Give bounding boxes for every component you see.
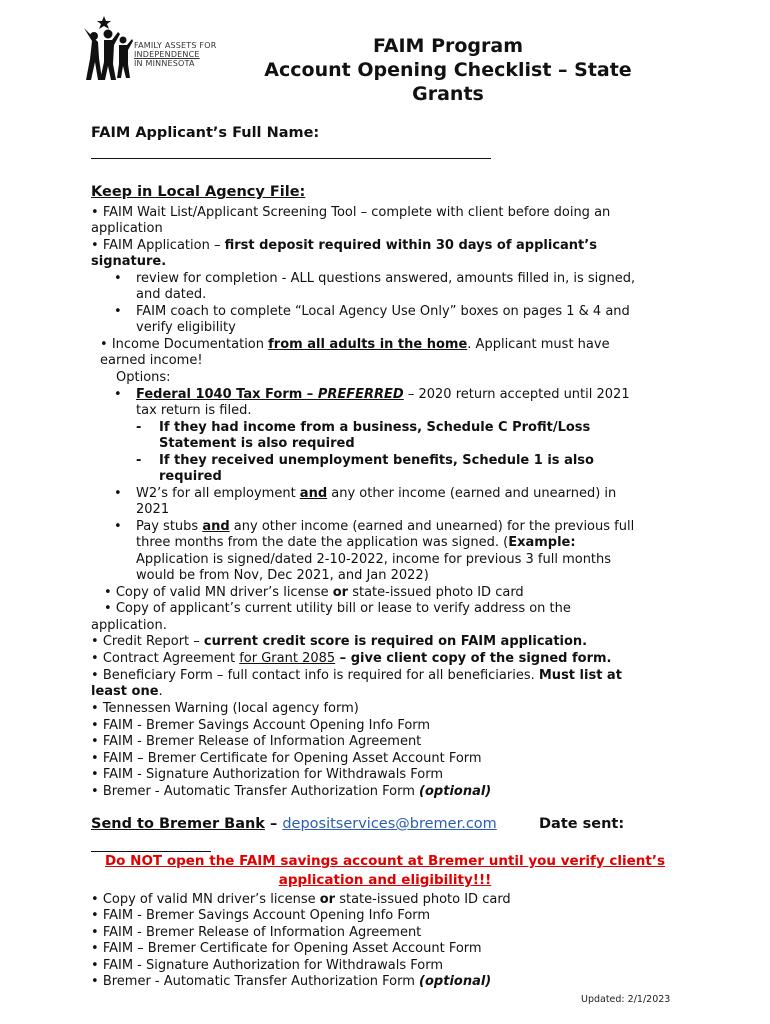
logo-line-1: FAMILY ASSETS FOR: [134, 41, 217, 50]
item-paystubs-cont-3: would be from Nov, Dec 2021, and Jan 2022): [136, 568, 429, 583]
item-utility: • Copy of applicant’s current utility bill or lease to verify address on the: [104, 601, 571, 616]
bullet-icon: •: [91, 958, 99, 973]
document-title: [220, 34, 676, 106]
bullet-icon: •: [91, 751, 99, 766]
bullet-icon: •: [91, 974, 99, 989]
bullet-icon: •: [91, 941, 99, 956]
item-coach: [114, 304, 122, 321]
send-label: Send to Bremer Bank: [91, 816, 265, 832]
bullet-icon: •: [114, 486, 122, 501]
bullet-icon: •: [114, 304, 122, 319]
send-item-id-copy: • Copy of valid MN driver’s license or state-issued photo ID card: [91, 892, 511, 907]
email-link[interactable]: depositservices@bremer.com: [282, 816, 497, 832]
item-wait-list-cont: application: [91, 221, 163, 236]
item-application-cont: signature.: [91, 254, 167, 269]
keep-section-heading: Keep in Local Agency File:: [91, 184, 306, 200]
item-certificate-form: • FAIM – Bremer Certificate for Opening Asset Account Form: [91, 751, 482, 766]
item-credit-report: • Credit Report – current credit score is required on FAIM application.: [91, 634, 588, 649]
warning-message: [88, 852, 682, 890]
title-line-2: Account Opening Checklist – State: [264, 59, 632, 81]
item-review-text: review for completion - ALL questions answered, amounts filled in, is signed,: [136, 271, 636, 286]
item-income: • Income Documentation from all adults in the home. Applicant must have: [100, 337, 610, 352]
logo-line-2: INDEPENDENCE: [134, 50, 200, 59]
bullet-icon: •: [91, 205, 99, 220]
send-item-certificate-form: • FAIM – Bremer Certificate for Opening Asset Account Form: [91, 941, 482, 956]
bullet-icon: •: [91, 892, 99, 907]
bullet-icon: •: [91, 734, 99, 749]
item-review: [114, 271, 122, 288]
item-schedule-1-cont: required: [159, 469, 222, 484]
send-item-transfer-form: • Bremer - Automatic Transfer Authorization Form (optional): [91, 974, 492, 989]
bullet-icon: •: [114, 271, 122, 286]
bullet-icon: •: [104, 585, 112, 600]
warning-line-2: application and eligibility!!!: [278, 872, 492, 888]
bullet-icon: •: [104, 601, 112, 616]
updated-date: Updated: 2/1/2023: [581, 994, 671, 1005]
item-id-copy: • Copy of valid MN driver’s license or state-issued photo ID card: [104, 585, 524, 600]
bullet-icon: •: [91, 238, 99, 253]
item-utility-cont: application.: [91, 618, 167, 633]
bullet-icon: •: [91, 784, 99, 799]
item-wait-list: • FAIM Wait List/Applicant Screening Tool – complete with client before doing an: [91, 205, 611, 220]
item-beneficiary-cont: least one.: [91, 684, 163, 699]
send-item-signature-form: • FAIM - Signature Authorization for Withdrawals Form: [91, 958, 443, 973]
item-schedule-c: If they had income from a business, Schedule C Profit/Loss: [159, 420, 591, 435]
options-label: Options:: [116, 370, 171, 385]
send-item-release-form: • FAIM - Bremer Release of Information Agreement: [91, 925, 422, 940]
bullet-icon: •: [91, 908, 99, 923]
item-income-cont: earned income!: [100, 353, 203, 368]
bullet-icon: •: [91, 925, 99, 940]
item-paystubs: [114, 519, 122, 536]
item-1040: [114, 387, 122, 404]
item-w2-cont: 2021: [136, 502, 170, 517]
logo-text: [134, 41, 216, 68]
applicant-name-field[interactable]: [91, 158, 491, 159]
dash-schedule-1: -: [136, 453, 142, 468]
item-paystubs-text: Pay stubs and any other income (earned and unearned) for the previous full: [136, 519, 635, 534]
send-to-bremer: Send to Bremer Bank – depositservices@bremer.com: [91, 816, 497, 832]
dash-schedule-c: -: [136, 420, 142, 435]
item-paystubs-cont-2: Application is signed/dated 2-10-2022, income for previous 3 full months: [136, 552, 612, 567]
item-release-form: • FAIM - Bremer Release of Information Agreement: [91, 734, 422, 749]
item-signature-form: • FAIM - Signature Authorization for Withdrawals Form: [91, 767, 443, 782]
bullet-icon: •: [114, 387, 122, 402]
bullet-icon: •: [91, 634, 99, 649]
title-line-1: FAIM Program: [372, 35, 524, 57]
item-application: • FAIM Application – first deposit required within 30 days of applicant’s: [91, 238, 597, 253]
item-1040-text: Federal 1040 Tax Form – PREFERRED – 2020 return accepted until 2021: [136, 387, 630, 402]
item-1040-cont: tax return is filed.: [136, 403, 252, 418]
item-beneficiary: • Beneficiary Form – full contact info is required for all beneficiaries. Must list at: [91, 668, 622, 683]
send-item-savings-form: • FAIM - Bremer Savings Account Opening Info Form: [91, 908, 431, 923]
item-contract: • Contract Agreement for Grant 2085 – give client copy of the signed form.: [91, 651, 612, 666]
bullet-icon: •: [91, 701, 99, 716]
warning-line-1: Do NOT open the FAIM savings account at Bremer until you verify client’s: [104, 853, 666, 869]
item-tennessen: • Tennessen Warning (local agency form): [91, 701, 359, 716]
date-sent-label: Date sent:: [539, 816, 625, 832]
item-coach-cont: verify eligibility: [136, 320, 236, 335]
bullet-icon: •: [91, 767, 99, 782]
item-savings-form: • FAIM - Bremer Savings Account Opening Info Form: [91, 718, 431, 733]
bullet-icon: •: [91, 718, 99, 733]
item-schedule-1: If they received unemployment benefits, Schedule 1 is also: [159, 453, 594, 468]
bullet-icon: •: [114, 519, 122, 534]
bullet-icon: •: [91, 651, 99, 666]
item-w2-text: W2’s for all employment and any other income (earned and unearned) in: [136, 486, 617, 501]
item-transfer-form: • Bremer - Automatic Transfer Authorization Form (optional): [91, 784, 492, 799]
item-paystubs-cont-1: three months from the date the application was signed. (Example:: [136, 535, 576, 550]
bullet-icon: •: [100, 337, 108, 352]
item-schedule-c-cont: Statement is also required: [159, 436, 355, 451]
title-line-3: Grants: [412, 83, 484, 105]
logo-line-3: IN MINNESOTA: [134, 59, 195, 68]
item-coach-text: FAIM coach to complete “Local Agency Use Only” boxes on pages 1 & 4 and: [136, 304, 630, 319]
item-review-cont: and dated.: [136, 287, 207, 302]
bullet-icon: •: [91, 668, 99, 683]
applicant-name-label: FAIM Applicant’s Full Name:: [91, 125, 320, 141]
item-w2: [114, 486, 122, 503]
